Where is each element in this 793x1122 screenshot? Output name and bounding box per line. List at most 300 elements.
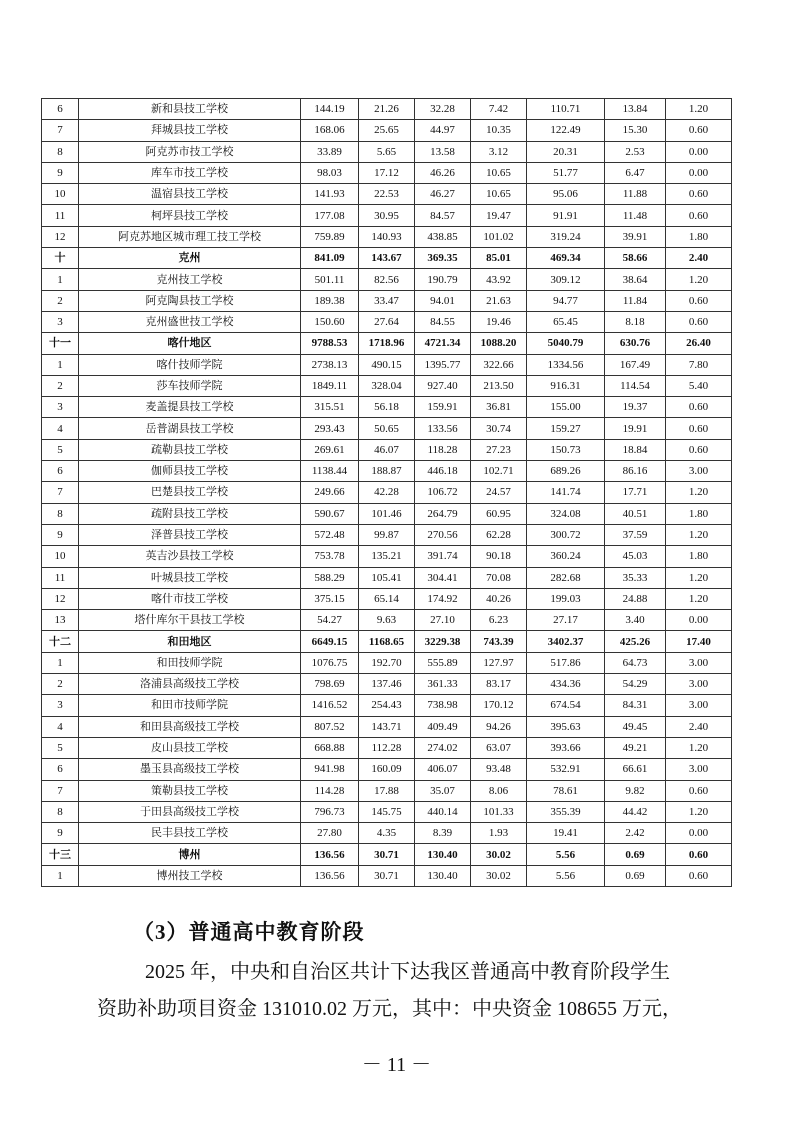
amount-cell: 5.65 xyxy=(359,141,415,162)
amount-cell: 141.93 xyxy=(301,184,359,205)
amount-cell: 1334.56 xyxy=(527,354,605,375)
school-name-cell: 喀什地区 xyxy=(79,333,301,354)
amount-cell: 27.80 xyxy=(301,823,359,844)
row-number-cell: 9 xyxy=(42,823,79,844)
amount-cell: 39.91 xyxy=(605,226,666,247)
amount-cell: 1.20 xyxy=(666,737,732,758)
amount-cell: 30.74 xyxy=(471,418,527,439)
amount-cell: 322.66 xyxy=(471,354,527,375)
amount-cell: 434.36 xyxy=(527,674,605,695)
school-name-cell: 和田地区 xyxy=(79,631,301,652)
table-row xyxy=(42,546,732,567)
amount-cell: 10.35 xyxy=(471,120,527,141)
amount-cell: 927.40 xyxy=(415,375,471,396)
amount-cell: 1.20 xyxy=(666,524,732,545)
amount-cell: 51.77 xyxy=(527,162,605,183)
amount-cell: 9788.53 xyxy=(301,333,359,354)
amount-cell: 0.00 xyxy=(666,610,732,631)
amount-cell: 65.14 xyxy=(359,588,415,609)
amount-cell: 328.04 xyxy=(359,375,415,396)
amount-cell: 4721.34 xyxy=(415,333,471,354)
row-number-cell: 13 xyxy=(42,610,79,631)
row-number-cell: 1 xyxy=(42,269,79,290)
school-name-cell: 伽师县技工学校 xyxy=(79,461,301,482)
row-number-cell: 9 xyxy=(42,524,79,545)
amount-cell: 469.34 xyxy=(527,248,605,269)
amount-cell: 26.40 xyxy=(666,333,732,354)
amount-cell: 20.31 xyxy=(527,141,605,162)
amount-cell: 13.84 xyxy=(605,99,666,120)
table-row xyxy=(42,503,732,524)
school-name-cell: 泽普县技工学校 xyxy=(79,524,301,545)
row-number-cell: 6 xyxy=(42,759,79,780)
amount-cell: 841.09 xyxy=(301,248,359,269)
amount-cell: 796.73 xyxy=(301,801,359,822)
amount-cell: 1.20 xyxy=(666,801,732,822)
amount-cell: 264.79 xyxy=(415,503,471,524)
amount-cell: 101.02 xyxy=(471,226,527,247)
school-name-cell: 洛浦县高级技工学校 xyxy=(79,674,301,695)
amount-cell: 572.48 xyxy=(301,524,359,545)
amount-cell: 27.64 xyxy=(359,311,415,332)
amount-cell: 1718.96 xyxy=(359,333,415,354)
amount-cell: 517.86 xyxy=(527,652,605,673)
amount-cell: 10.65 xyxy=(471,162,527,183)
amount-cell: 21.26 xyxy=(359,99,415,120)
amount-cell: 33.89 xyxy=(301,141,359,162)
amount-cell: 160.09 xyxy=(359,759,415,780)
amount-cell: 3.00 xyxy=(666,652,732,673)
amount-cell: 114.54 xyxy=(605,375,666,396)
amount-cell: 588.29 xyxy=(301,567,359,588)
amount-cell: 0.60 xyxy=(666,205,732,226)
amount-cell: 30.02 xyxy=(471,844,527,865)
amount-cell: 406.07 xyxy=(415,759,471,780)
table-row xyxy=(42,737,732,758)
table-row xyxy=(42,674,732,695)
amount-cell: 70.08 xyxy=(471,567,527,588)
amount-cell: 355.39 xyxy=(527,801,605,822)
amount-cell: 1168.65 xyxy=(359,631,415,652)
amount-cell: 84.31 xyxy=(605,695,666,716)
amount-cell: 144.19 xyxy=(301,99,359,120)
amount-cell: 738.98 xyxy=(415,695,471,716)
amount-cell: 159.91 xyxy=(415,397,471,418)
amount-cell: 807.52 xyxy=(301,716,359,737)
amount-cell: 743.39 xyxy=(471,631,527,652)
row-number-cell: 4 xyxy=(42,716,79,737)
school-name-cell: 新和县技工学校 xyxy=(79,99,301,120)
amount-cell: 93.48 xyxy=(471,759,527,780)
amount-cell: 99.87 xyxy=(359,524,415,545)
amount-cell: 1.20 xyxy=(666,99,732,120)
amount-cell: 2.53 xyxy=(605,141,666,162)
amount-cell: 44.97 xyxy=(415,120,471,141)
amount-cell: 293.43 xyxy=(301,418,359,439)
amount-cell: 46.26 xyxy=(415,162,471,183)
school-name-cell: 英吉沙县技工学校 xyxy=(79,546,301,567)
amount-cell: 274.02 xyxy=(415,737,471,758)
amount-cell: 668.88 xyxy=(301,737,359,758)
school-name-cell: 克州 xyxy=(79,248,301,269)
funding-table-body xyxy=(42,99,732,887)
table-row xyxy=(42,610,732,631)
amount-cell: 1.20 xyxy=(666,482,732,503)
school-name-cell: 温宿县技工学校 xyxy=(79,184,301,205)
amount-cell: 101.33 xyxy=(471,801,527,822)
amount-cell: 1.80 xyxy=(666,503,732,524)
amount-cell: 360.24 xyxy=(527,546,605,567)
amount-cell: 590.67 xyxy=(301,503,359,524)
amount-cell: 43.92 xyxy=(471,269,527,290)
amount-cell: 270.56 xyxy=(415,524,471,545)
school-name-cell: 巴楚县技工学校 xyxy=(79,482,301,503)
amount-cell: 150.73 xyxy=(527,439,605,460)
amount-cell: 91.91 xyxy=(527,205,605,226)
amount-cell: 19.41 xyxy=(527,823,605,844)
amount-cell: 19.37 xyxy=(605,397,666,418)
amount-cell: 82.56 xyxy=(359,269,415,290)
amount-cell: 84.57 xyxy=(415,205,471,226)
amount-cell: 0.00 xyxy=(666,823,732,844)
amount-cell: 27.23 xyxy=(471,439,527,460)
school-name-cell: 克州盛世技工学校 xyxy=(79,311,301,332)
row-number-cell: 4 xyxy=(42,418,79,439)
amount-cell: 674.54 xyxy=(527,695,605,716)
amount-cell: 141.74 xyxy=(527,482,605,503)
row-number-cell: 10 xyxy=(42,184,79,205)
row-number-cell: 12 xyxy=(42,226,79,247)
school-name-cell: 库车市技工学校 xyxy=(79,162,301,183)
amount-cell: 213.50 xyxy=(471,375,527,396)
table-row xyxy=(42,226,732,247)
amount-cell: 17.71 xyxy=(605,482,666,503)
amount-cell: 66.61 xyxy=(605,759,666,780)
amount-cell: 98.03 xyxy=(301,162,359,183)
school-name-cell: 于田县高级技工学校 xyxy=(79,801,301,822)
amount-cell: 0.60 xyxy=(666,290,732,311)
school-name-cell: 拜城县技工学校 xyxy=(79,120,301,141)
amount-cell: 101.46 xyxy=(359,503,415,524)
amount-cell: 159.27 xyxy=(527,418,605,439)
amount-cell: 0.69 xyxy=(605,865,666,886)
school-name-cell: 和田技师学院 xyxy=(79,652,301,673)
amount-cell: 425.26 xyxy=(605,631,666,652)
school-name-cell: 塔什库尔干县技工学校 xyxy=(79,610,301,631)
amount-cell: 50.65 xyxy=(359,418,415,439)
amount-cell: 35.07 xyxy=(415,780,471,801)
table-row xyxy=(42,780,732,801)
amount-cell: 8.39 xyxy=(415,823,471,844)
amount-cell: 130.40 xyxy=(415,865,471,886)
table-row xyxy=(42,311,732,332)
table-row xyxy=(42,269,732,290)
school-name-cell: 喀什技师学院 xyxy=(79,354,301,375)
amount-cell: 102.71 xyxy=(471,461,527,482)
row-number-cell: 十一 xyxy=(42,333,79,354)
amount-cell: 30.02 xyxy=(471,865,527,886)
school-name-cell: 博州技工学校 xyxy=(79,865,301,886)
table-row xyxy=(42,759,732,780)
amount-cell: 282.68 xyxy=(527,567,605,588)
amount-cell: 438.85 xyxy=(415,226,471,247)
amount-cell: 0.60 xyxy=(666,418,732,439)
row-number-cell: 11 xyxy=(42,567,79,588)
funding-table xyxy=(41,98,732,887)
amount-cell: 0.69 xyxy=(605,844,666,865)
amount-cell: 177.08 xyxy=(301,205,359,226)
amount-cell: 1395.77 xyxy=(415,354,471,375)
amount-cell: 11.84 xyxy=(605,290,666,311)
amount-cell: 319.24 xyxy=(527,226,605,247)
amount-cell: 110.71 xyxy=(527,99,605,120)
amount-cell: 6.23 xyxy=(471,610,527,631)
amount-cell: 136.56 xyxy=(301,865,359,886)
row-number-cell: 5 xyxy=(42,737,79,758)
amount-cell: 86.16 xyxy=(605,461,666,482)
amount-cell: 689.26 xyxy=(527,461,605,482)
amount-cell: 1.20 xyxy=(666,588,732,609)
amount-cell: 15.30 xyxy=(605,120,666,141)
table-row xyxy=(42,397,732,418)
amount-cell: 136.56 xyxy=(301,844,359,865)
table-row xyxy=(42,652,732,673)
amount-cell: 324.08 xyxy=(527,503,605,524)
amount-cell: 60.95 xyxy=(471,503,527,524)
amount-cell: 1.93 xyxy=(471,823,527,844)
amount-cell: 254.43 xyxy=(359,695,415,716)
amount-cell: 395.63 xyxy=(527,716,605,737)
amount-cell: 30.95 xyxy=(359,205,415,226)
table-row xyxy=(42,120,732,141)
amount-cell: 1088.20 xyxy=(471,333,527,354)
amount-cell: 941.98 xyxy=(301,759,359,780)
amount-cell: 170.12 xyxy=(471,695,527,716)
amount-cell: 0.60 xyxy=(666,865,732,886)
amount-cell: 19.91 xyxy=(605,418,666,439)
amount-cell: 753.78 xyxy=(301,546,359,567)
amount-cell: 62.28 xyxy=(471,524,527,545)
amount-cell: 3402.37 xyxy=(527,631,605,652)
amount-cell: 315.51 xyxy=(301,397,359,418)
row-number-cell: 十三 xyxy=(42,844,79,865)
amount-cell: 18.84 xyxy=(605,439,666,460)
amount-cell: 1138.44 xyxy=(301,461,359,482)
row-number-cell: 8 xyxy=(42,801,79,822)
table-row xyxy=(42,695,732,716)
school-name-cell: 岳普湖县技工学校 xyxy=(79,418,301,439)
row-number-cell: 3 xyxy=(42,695,79,716)
paragraph-line-2: 资助补助项目资金 131010.02 万元，其中：中央资金 108655 万元， xyxy=(97,998,682,1020)
amount-cell: 8.06 xyxy=(471,780,527,801)
amount-cell: 95.06 xyxy=(527,184,605,205)
amount-cell: 361.33 xyxy=(415,674,471,695)
amount-cell: 33.47 xyxy=(359,290,415,311)
row-number-cell: 7 xyxy=(42,780,79,801)
amount-cell: 5.40 xyxy=(666,375,732,396)
amount-cell: 24.88 xyxy=(605,588,666,609)
amount-cell: 46.27 xyxy=(415,184,471,205)
row-number-cell: 9 xyxy=(42,162,79,183)
school-name-cell: 克州技工学校 xyxy=(79,269,301,290)
row-number-cell: 7 xyxy=(42,120,79,141)
amount-cell: 8.18 xyxy=(605,311,666,332)
amount-cell: 391.74 xyxy=(415,546,471,567)
amount-cell: 1.80 xyxy=(666,546,732,567)
school-name-cell: 和田县高级技工学校 xyxy=(79,716,301,737)
row-number-cell: 2 xyxy=(42,674,79,695)
amount-cell: 30.71 xyxy=(359,865,415,886)
amount-cell: 27.10 xyxy=(415,610,471,631)
amount-cell: 122.49 xyxy=(527,120,605,141)
table-row xyxy=(42,588,732,609)
amount-cell: 40.51 xyxy=(605,503,666,524)
amount-cell: 4.35 xyxy=(359,823,415,844)
amount-cell: 369.35 xyxy=(415,248,471,269)
amount-cell: 37.59 xyxy=(605,524,666,545)
amount-cell: 189.38 xyxy=(301,290,359,311)
amount-cell: 0.60 xyxy=(666,780,732,801)
page-number: － 11 － xyxy=(361,1054,432,1076)
amount-cell: 375.15 xyxy=(301,588,359,609)
amount-cell: 135.21 xyxy=(359,546,415,567)
amount-cell: 94.26 xyxy=(471,716,527,737)
school-name-cell: 阿克苏市技工学校 xyxy=(79,141,301,162)
amount-cell: 0.60 xyxy=(666,397,732,418)
amount-cell: 127.97 xyxy=(471,652,527,673)
table-row xyxy=(42,801,732,822)
amount-cell: 0.60 xyxy=(666,184,732,205)
amount-cell: 490.15 xyxy=(359,354,415,375)
amount-cell: 798.69 xyxy=(301,674,359,695)
amount-cell: 118.28 xyxy=(415,439,471,460)
amount-cell: 145.75 xyxy=(359,801,415,822)
amount-cell: 54.29 xyxy=(605,674,666,695)
amount-cell: 11.88 xyxy=(605,184,666,205)
amount-cell: 9.63 xyxy=(359,610,415,631)
school-name-cell: 麦盖提县技工学校 xyxy=(79,397,301,418)
table-row xyxy=(42,524,732,545)
row-number-cell: 2 xyxy=(42,375,79,396)
amount-cell: 0.00 xyxy=(666,141,732,162)
amount-cell: 300.72 xyxy=(527,524,605,545)
amount-cell: 65.45 xyxy=(527,311,605,332)
school-name-cell: 疏附县技工学校 xyxy=(79,503,301,524)
amount-cell: 3.40 xyxy=(605,610,666,631)
table-row xyxy=(42,461,732,482)
amount-cell: 1076.75 xyxy=(301,652,359,673)
school-name-cell: 策勒县技工学校 xyxy=(79,780,301,801)
school-name-cell: 喀什市技工学校 xyxy=(79,588,301,609)
amount-cell: 17.40 xyxy=(666,631,732,652)
amount-cell: 22.53 xyxy=(359,184,415,205)
amount-cell: 269.61 xyxy=(301,439,359,460)
amount-cell: 309.12 xyxy=(527,269,605,290)
amount-cell: 21.63 xyxy=(471,290,527,311)
amount-cell: 35.33 xyxy=(605,567,666,588)
row-number-cell: 8 xyxy=(42,503,79,524)
table-row xyxy=(42,823,732,844)
amount-cell: 25.65 xyxy=(359,120,415,141)
amount-cell: 1849.11 xyxy=(301,375,359,396)
row-number-cell: 十二 xyxy=(42,631,79,652)
row-number-cell: 7 xyxy=(42,482,79,503)
amount-cell: 83.17 xyxy=(471,674,527,695)
amount-cell: 63.07 xyxy=(471,737,527,758)
amount-cell: 140.93 xyxy=(359,226,415,247)
row-number-cell: 3 xyxy=(42,397,79,418)
amount-cell: 249.66 xyxy=(301,482,359,503)
amount-cell: 58.66 xyxy=(605,248,666,269)
amount-cell: 94.77 xyxy=(527,290,605,311)
amount-cell: 167.49 xyxy=(605,354,666,375)
amount-cell: 90.18 xyxy=(471,546,527,567)
amount-cell: 32.28 xyxy=(415,99,471,120)
amount-cell: 17.88 xyxy=(359,780,415,801)
table-row xyxy=(42,716,732,737)
table-subtotal-row xyxy=(42,333,732,354)
amount-cell: 6649.15 xyxy=(301,631,359,652)
amount-cell: 3.00 xyxy=(666,759,732,780)
row-number-cell: 十 xyxy=(42,248,79,269)
amount-cell: 2.40 xyxy=(666,716,732,737)
amount-cell: 5.56 xyxy=(527,844,605,865)
amount-cell: 1.20 xyxy=(666,269,732,290)
amount-cell: 2.42 xyxy=(605,823,666,844)
school-name-cell: 叶城县技工学校 xyxy=(79,567,301,588)
amount-cell: 7.80 xyxy=(666,354,732,375)
section-paragraph xyxy=(97,954,717,1028)
amount-cell: 174.92 xyxy=(415,588,471,609)
amount-cell: 555.89 xyxy=(415,652,471,673)
amount-cell: 106.72 xyxy=(415,482,471,503)
amount-cell: 105.41 xyxy=(359,567,415,588)
school-name-cell: 柯坪县技工学校 xyxy=(79,205,301,226)
amount-cell: 19.46 xyxy=(471,311,527,332)
table-subtotal-row xyxy=(42,631,732,652)
school-name-cell: 皮山县技工学校 xyxy=(79,737,301,758)
amount-cell: 85.01 xyxy=(471,248,527,269)
amount-cell: 46.07 xyxy=(359,439,415,460)
amount-cell: 3.12 xyxy=(471,141,527,162)
amount-cell: 64.73 xyxy=(605,652,666,673)
row-number-cell: 5 xyxy=(42,439,79,460)
amount-cell: 192.70 xyxy=(359,652,415,673)
amount-cell: 3.00 xyxy=(666,461,732,482)
table-row xyxy=(42,141,732,162)
row-number-cell: 8 xyxy=(42,141,79,162)
amount-cell: 0.60 xyxy=(666,844,732,865)
table-row xyxy=(42,290,732,311)
amount-cell: 49.45 xyxy=(605,716,666,737)
school-name-cell: 阿克陶县技工学校 xyxy=(79,290,301,311)
amount-cell: 40.26 xyxy=(471,588,527,609)
paragraph-line-1: 2025 年，中央和自治区共计下达我区普通高中教育阶段学生 xyxy=(145,961,670,983)
row-number-cell: 6 xyxy=(42,99,79,120)
amount-cell: 5040.79 xyxy=(527,333,605,354)
table-row xyxy=(42,162,732,183)
amount-cell: 304.41 xyxy=(415,567,471,588)
amount-cell: 84.55 xyxy=(415,311,471,332)
table-row xyxy=(42,418,732,439)
amount-cell: 9.82 xyxy=(605,780,666,801)
amount-cell: 1.20 xyxy=(666,567,732,588)
amount-cell: 916.31 xyxy=(527,375,605,396)
amount-cell: 0.60 xyxy=(666,120,732,141)
amount-cell: 1416.52 xyxy=(301,695,359,716)
amount-cell: 44.42 xyxy=(605,801,666,822)
amount-cell: 94.01 xyxy=(415,290,471,311)
